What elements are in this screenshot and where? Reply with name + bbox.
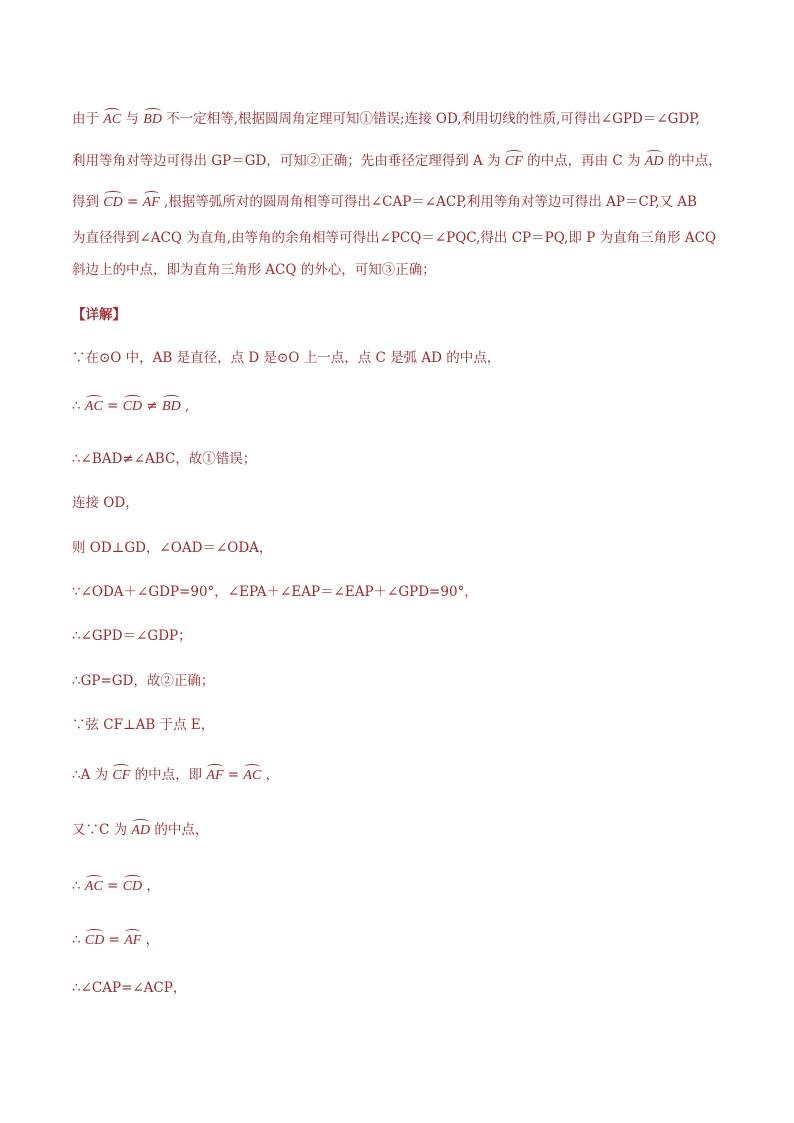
analysis-line-5: 斜边上的中点，即为直角三角形 ACQ 的外心，可知③正确； [72, 262, 436, 278]
detail-line-13 [72, 928, 159, 949]
arc-cf: CF [504, 154, 523, 169]
text: = [122, 194, 143, 210]
detail-line-1: ∵在⊙O 中，AB 是直径，点 D 是⊙O 上一点，点 C 是弧 AD 的中点， [72, 350, 501, 366]
section-heading-detail: 【详解】 [72, 307, 126, 323]
arc-cf: CF [112, 768, 131, 783]
text: = [102, 878, 123, 894]
arc-af: AF [142, 195, 160, 210]
detail-line-7: ∴∠GPD＝∠GDP； [72, 628, 192, 644]
text: ,根据等弧所对的圆周角相等可得出∠CAP＝∠ACP,利用等角对等边可得出 AP＝CP,又 AB [159, 194, 697, 210]
arc-cd: CD [122, 879, 143, 894]
arc-ad: AD [131, 823, 151, 838]
text: ， [261, 767, 280, 783]
arc-af: AF [124, 933, 142, 948]
text: 由于 [72, 111, 104, 127]
text: 得到 [72, 194, 104, 210]
detail-line-2 [72, 397, 189, 415]
analysis-line-3 [72, 190, 697, 211]
arc-ac: AC [243, 768, 262, 783]
text: ∴ [72, 878, 85, 894]
text: 的中点，即 [130, 767, 207, 783]
arc-cd: CD [103, 195, 123, 210]
text: 的中点，再由 C 为 [522, 153, 645, 169]
detail-line-10 [72, 763, 279, 784]
text: ≠ [142, 398, 163, 414]
text: ∴ [72, 398, 85, 414]
detail-line-5: 则 OD⊥GD，∠OAD＝∠ODA， [72, 540, 273, 556]
detail-line-8: ∴GP=GD，故②正确； [72, 673, 215, 689]
text: , [180, 398, 190, 414]
text: = [223, 767, 244, 783]
analysis-line-2 [72, 149, 722, 170]
detail-line-12 [72, 874, 160, 895]
arc-ad: AD [644, 154, 664, 169]
detail-line-4: 连接 OD， [72, 495, 139, 511]
detail-line-11 [72, 818, 208, 839]
arc-bd: BD [162, 399, 181, 414]
text: = [102, 398, 123, 414]
analysis-line-1 [72, 107, 700, 128]
text: ∴A 为 [72, 767, 113, 783]
text: 的中点， [150, 822, 209, 838]
arc-ac: AC [84, 879, 103, 894]
detail-line-6: ∵∠ODA＋∠GDP=90°，∠EPA＋∠EAP＝∠EAP＋∠GPD=90°， [72, 584, 478, 600]
analysis-line-4: 为直径得到∠ACQ 为直角,由等角的余角相等可得出∠PCQ＝∠PQC,得出 CP＝PQ,即 P 为直角三角形 ACQ [72, 230, 717, 246]
text: 的中点， [663, 153, 722, 169]
arc-af: AF [206, 768, 224, 783]
text: 与 [121, 111, 144, 127]
arc-ac: AC [103, 112, 122, 127]
detail-line-14: ∴∠CAP=∠ACP， [72, 980, 187, 996]
arc-cd: CD [122, 399, 143, 414]
arc-cd: CD [84, 933, 105, 948]
text: ， [141, 932, 160, 948]
text: 不一定相等,根据圆周角定理可知①错误;连接 OD,利用切线的性质,可得出∠GPD＝∠GDP, [161, 111, 700, 127]
detail-line-3: ∴∠BAD≠∠ABC，故①错误； [72, 451, 257, 467]
text: ， [142, 878, 160, 894]
arc-bd: BD [143, 112, 162, 127]
text: ∴ [72, 932, 85, 948]
text: 又∵C 为 [72, 822, 132, 838]
arc-ac: AC [84, 399, 103, 414]
text: = [104, 932, 125, 948]
text: 利用等角对等边可得出 GP＝GD，可知②正确；先由垂径定理得到 A 为 [72, 153, 505, 169]
detail-line-9: ∵弦 CF⊥AB 于点 E， [72, 717, 215, 733]
